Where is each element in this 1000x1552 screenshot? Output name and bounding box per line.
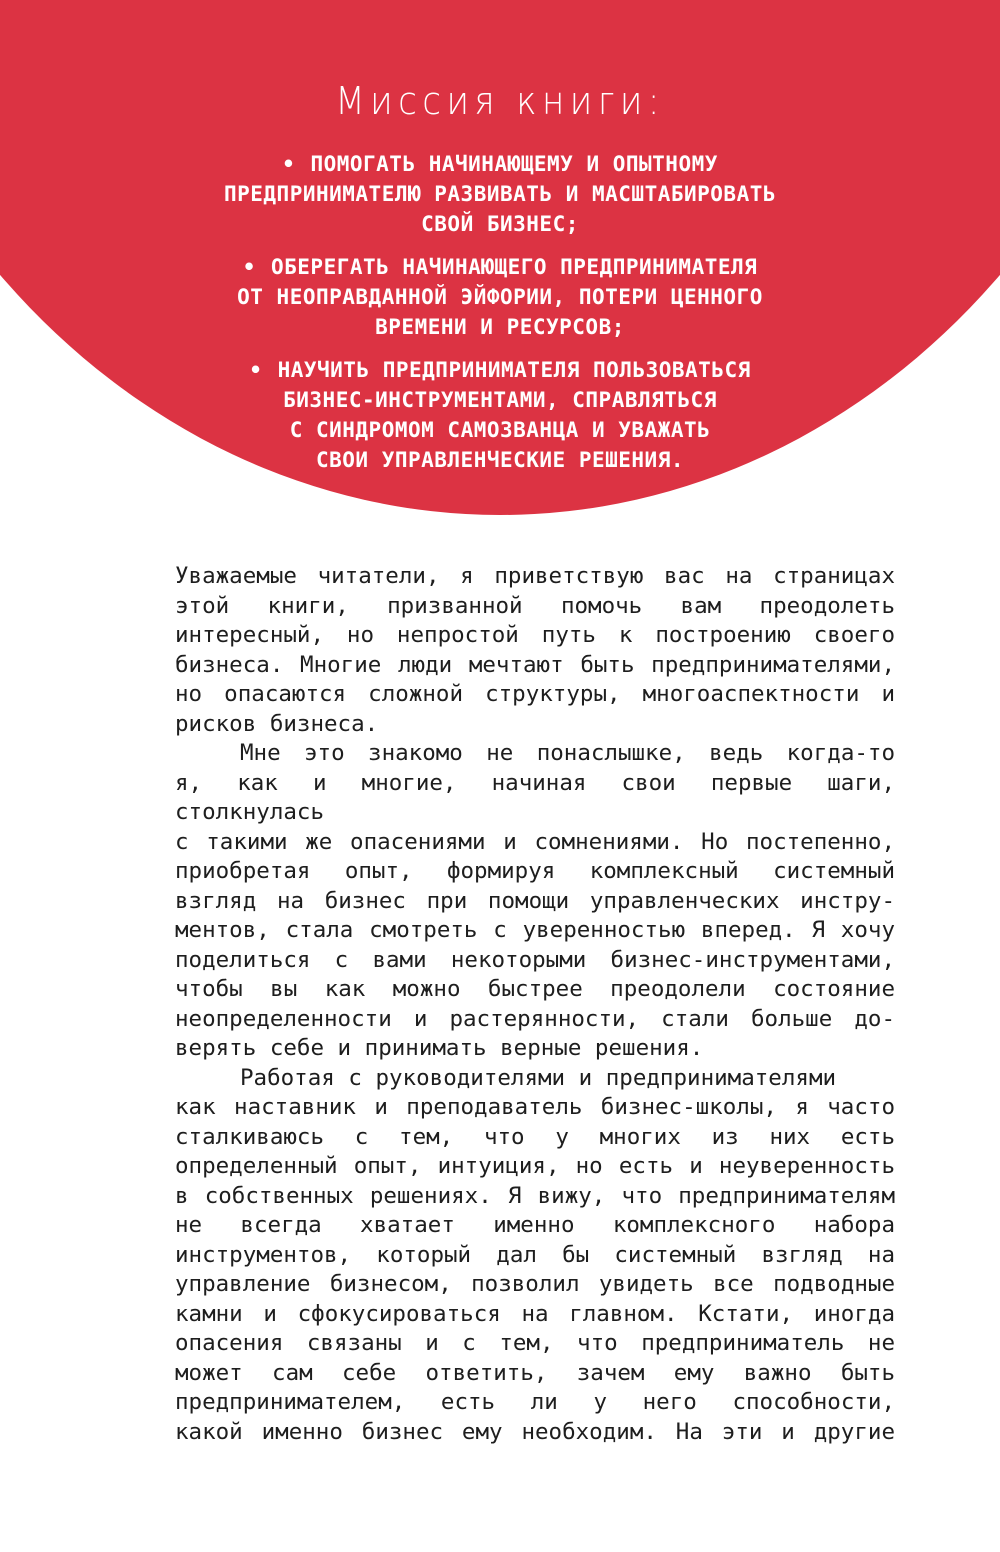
text-line: управление бизнесом, позволил увидеть все подводные xyxy=(175,1271,895,1297)
text-line: камни и сфокусироваться на главном. Кстати, иногда xyxy=(175,1300,895,1327)
bullet-icon: • xyxy=(282,152,296,176)
mission-line: • ОБЕРЕГАТЬ НАЧИНАЮЩЕГО ПРЕДПРИНИМАТЕЛЯ xyxy=(242,255,758,279)
body-text xyxy=(175,562,895,1447)
mission-list xyxy=(150,149,850,475)
text-line: рисков бизнеса. xyxy=(175,710,379,737)
mission-line: СВОИ УПРАВЛЕНЧЕСКИЕ РЕШЕНИЯ. xyxy=(315,448,684,472)
text-line: предпринимателем, есть ли у него способности, xyxy=(175,1389,895,1415)
mission-line: ВРЕМЕНИ И РЕСУРСОВ; xyxy=(375,315,625,339)
text-line: приобретая опыт, формируя комплексный системный xyxy=(175,858,895,884)
mission-banner xyxy=(0,0,1000,525)
text-line: этой книги, призванной помочь вам преодолеть xyxy=(175,592,895,619)
mission-line: • ПОМОГАТЬ НАЧИНАЮЩЕМУ И ОПЫТНОМУ xyxy=(282,152,718,176)
paragraph-3 xyxy=(175,1064,895,1448)
mission-item xyxy=(150,355,850,475)
text-line: в собственных решениях. Я вижу, что предпринимателям xyxy=(175,1182,895,1209)
text-line: интересный, но непростой путь к построению своего xyxy=(175,622,895,648)
mission-line: ОТ НЕОПРАВДАННОЙ ЭЙФОРИИ, ПОТЕРИ ЦЕННОГО xyxy=(237,285,763,309)
text-line: не всегда хватает именно комплексного набора xyxy=(175,1212,895,1238)
text-line: инструментов, который дал бы системный взгляд на xyxy=(175,1241,895,1268)
mission-line: СВОЙ БИЗНЕС; xyxy=(421,212,579,236)
mission-line: • НАУЧИТЬ ПРЕДПРИНИМАТЕЛЯ ПОЛЬЗОВАТЬСЯ xyxy=(249,358,751,382)
paragraph-2 xyxy=(175,739,895,1064)
text-line: Работая с руководителями и предпринимателями xyxy=(240,1064,837,1091)
text-line: поделиться с вами некоторыми бизнес-инструментами, xyxy=(175,946,895,973)
text-line: какой именно бизнес ему необходим. На эти и другие xyxy=(175,1418,895,1445)
text-line: чтобы вы как можно быстрее преодолели состояние xyxy=(175,976,895,1002)
mission-line: С СИНДРОМОМ САМОЗВАНЦА И УВАЖАТЬ xyxy=(289,418,711,442)
text-line: с такими же опасениями и сомнениями. Но постепенно, xyxy=(175,828,895,855)
text-line: неопределенности и растерянности, стали больше до- xyxy=(175,1005,895,1032)
text-line: верять себе и принимать верные решения. xyxy=(175,1035,704,1061)
text-line: бизнеса. Многие люди мечтают быть предпринимателями, xyxy=(175,651,895,678)
mission-title: Миссия книги: xyxy=(335,79,665,123)
mission-block xyxy=(150,76,850,488)
bullet-icon: • xyxy=(242,255,256,279)
text-line: как наставник и преподаватель бизнес-школы, я часто xyxy=(175,1094,895,1120)
mission-item xyxy=(150,149,850,239)
text-line: я, как и многие, начиная свои первые шаги, столкнулась xyxy=(175,769,895,825)
mission-item xyxy=(150,252,850,342)
text-line: определенный опыт, интуиция, но есть и неуверенность xyxy=(175,1153,895,1179)
text-line: Мне это знакомо не понаслышке, ведь когда-то xyxy=(240,740,895,766)
text-line: опасения связаны и с тем, что предприниматель не xyxy=(175,1330,895,1356)
text-line: сталкиваюсь с тем, что у многих из них есть xyxy=(175,1123,895,1150)
bullet-icon: • xyxy=(249,358,263,382)
text-line: но опасаются сложной структуры, многоаспектности и xyxy=(175,681,895,707)
text-line: ментов, стала смотреть с уверенностью вперед. Я хочу xyxy=(175,917,895,943)
paragraph-1 xyxy=(175,562,895,739)
text-line: может сам себе ответить, зачем ему важно быть xyxy=(175,1359,895,1386)
text-line: Уважаемые читатели, я приветствую вас на страницах xyxy=(175,563,895,589)
text-line: взгляд на бизнес при помощи управленческих инстру- xyxy=(175,887,895,914)
mission-line: ПРЕДПРИНИМАТЕЛЮ РАЗВИВАТЬ И МАСШТАБИРОВАТЬ xyxy=(223,182,776,206)
mission-line: БИЗНЕС-ИНСТРУМЕНТАМИ, СПРАВЛЯТЬСЯ xyxy=(283,388,717,412)
